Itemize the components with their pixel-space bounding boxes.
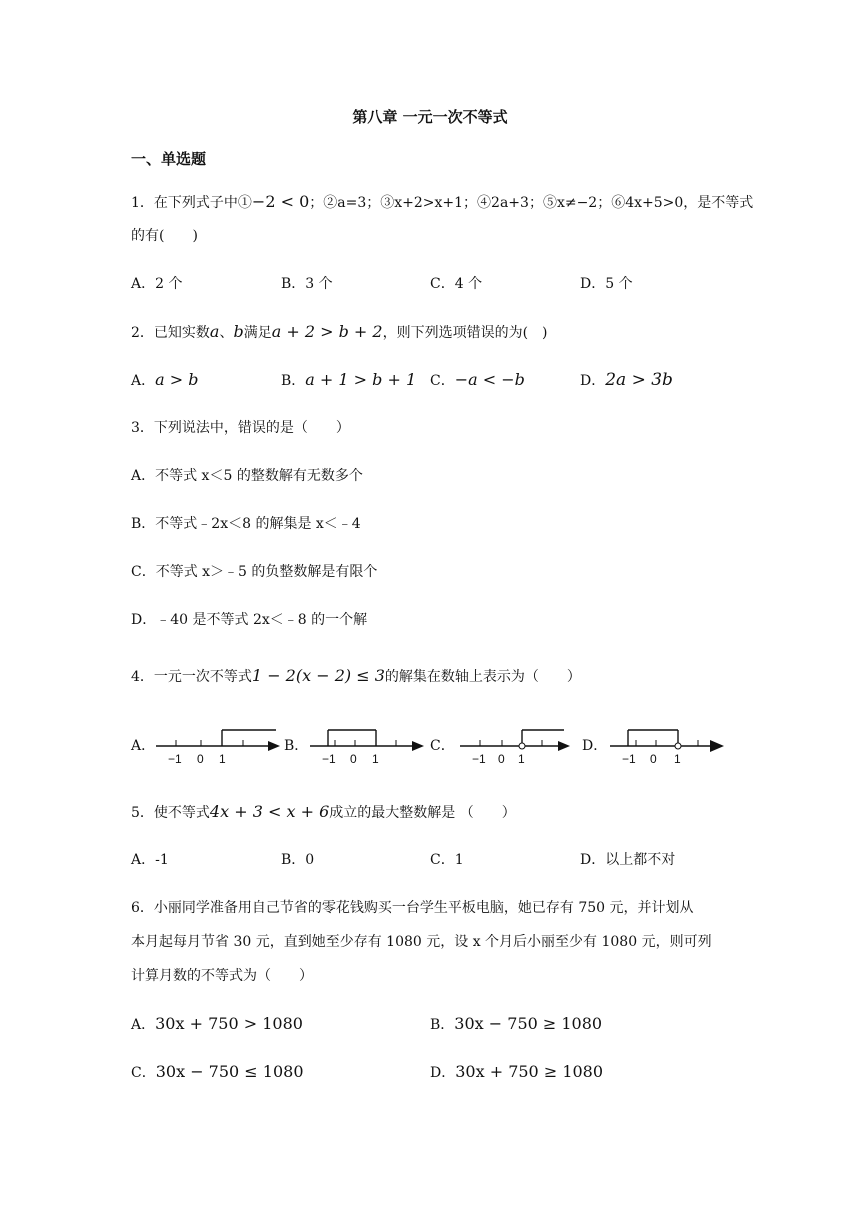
q1-option-d: D．5 个 bbox=[580, 276, 633, 292]
question-1-stem: 1．在下列式子中①−2 < 0；②a=3；③x+2>x+1；④2a+3；⑤x≠−2；⑥4x+5>0，是不等式 bbox=[131, 192, 754, 211]
q4-option-d-number-line bbox=[604, 718, 728, 768]
q2-option-c: C．−a < −b bbox=[430, 370, 525, 389]
question-2-stem: 2．已知实数a、b满足a + 2 > b + 2，则下列选项错误的为( ) bbox=[131, 322, 548, 341]
svg-text:1: 1 bbox=[518, 752, 525, 766]
q5-option-b: B．0 bbox=[281, 852, 315, 868]
q6-option-b: B．30x − 750 ≥ 1080 bbox=[430, 1014, 603, 1033]
q6-option-a: A．30x + 750 > 1080 bbox=[131, 1014, 303, 1033]
q2-option-b: B．a + 1 > b + 1 bbox=[281, 370, 417, 389]
svg-text:0: 0 bbox=[197, 752, 204, 766]
svg-text:1: 1 bbox=[372, 752, 379, 766]
q4-option-d-label: D． bbox=[582, 738, 608, 754]
q6-option-d: D．30x + 750 ≥ 1080 bbox=[430, 1062, 604, 1081]
q1-option-b: B．3 个 bbox=[281, 276, 333, 292]
question-3-stem: 3．下列说法中，错误的是（ ） bbox=[131, 420, 350, 436]
svg-text:1: 1 bbox=[674, 752, 681, 766]
q5-option-c: C．1 bbox=[430, 852, 464, 868]
q4-option-c-number-line bbox=[452, 718, 582, 768]
question-1-stem-line2: 的有( ) bbox=[131, 228, 198, 244]
q4-option-b-number-line bbox=[300, 718, 440, 768]
svg-text:0: 0 bbox=[350, 752, 357, 766]
q5-option-d: D．以上都不对 bbox=[580, 852, 676, 868]
q3-option-a: A．不等式 x＜5 的整数解有无数多个 bbox=[131, 468, 363, 484]
q4-option-a-label: A． bbox=[131, 738, 156, 754]
question-5-stem: 5．使不等式4x + 3 < x + 6成立的最大整数解是 （ ） bbox=[131, 802, 516, 821]
q3-option-b: B．不等式﹣2x＜8 的解集是 x＜﹣4 bbox=[131, 516, 361, 532]
q6-option-c: C．30x − 750 ≤ 1080 bbox=[131, 1062, 304, 1081]
question-6-stem-line3: 计算月数的不等式为（ ） bbox=[131, 968, 313, 984]
q4-option-a-number-line bbox=[148, 718, 288, 768]
svg-text:−1: −1 bbox=[472, 752, 486, 766]
svg-text:−1: −1 bbox=[168, 752, 182, 766]
question-6-stem-line2: 本月起每月节省 30 元，直到她至少存有 1080 元，设 x 个月后小丽至少有 1080 元，则可列 bbox=[131, 934, 712, 950]
svg-text:1: 1 bbox=[219, 752, 226, 766]
q5-option-a: A．-1 bbox=[131, 852, 169, 868]
svg-text:0: 0 bbox=[498, 752, 505, 766]
q4-option-c-label: C． bbox=[430, 738, 455, 754]
q2-option-a: A．a > b bbox=[131, 370, 199, 389]
q3-option-d: D．﹣40 是不等式 2x＜﹣8 的一个解 bbox=[131, 612, 368, 628]
svg-text:−1: −1 bbox=[622, 752, 636, 766]
section-heading: 一、单选题 bbox=[131, 150, 207, 168]
svg-text:−1: −1 bbox=[322, 752, 336, 766]
q2-option-d: D．2a > 3b bbox=[580, 370, 673, 390]
question-6-stem-line1: 6．小丽同学准备用自己节省的零花钱购买一台学生平板电脑，她已存有 750 元，并计划从 bbox=[131, 900, 694, 916]
page-title: 第八章 一元一次不等式 bbox=[352, 108, 508, 126]
svg-text:0: 0 bbox=[650, 752, 657, 766]
q4-option-b-label: B． bbox=[284, 738, 309, 754]
q1-option-c: C．4 个 bbox=[430, 276, 483, 292]
q3-option-c: C．不等式 x＞﹣5 的负整数解是有限个 bbox=[131, 564, 378, 580]
q1-option-a: A．2 个 bbox=[131, 276, 183, 292]
question-4-stem: 4．一元一次不等式1 − 2(x − 2) ≤ 3的解集在数轴上表示为（ ） bbox=[131, 666, 581, 685]
